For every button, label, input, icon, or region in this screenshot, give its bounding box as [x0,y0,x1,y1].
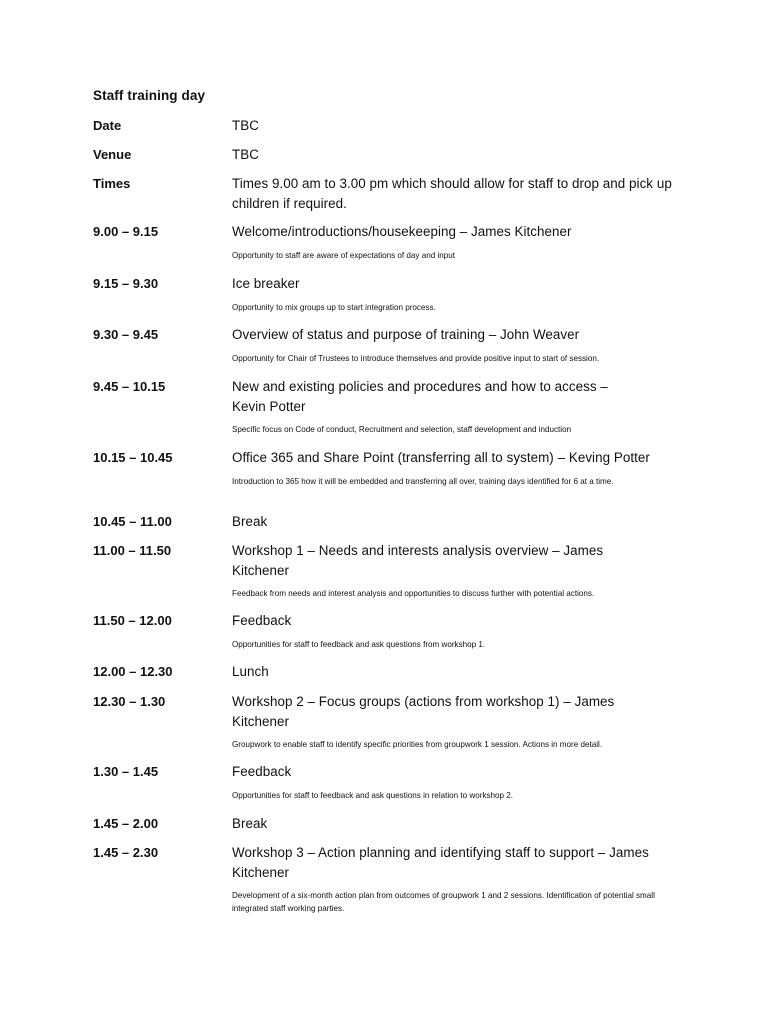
session-time: 10.15 – 10.45 [93,450,173,465]
session-note: Specific focus on Code of conduct, Recruitment and selection, staff development and induction [232,425,572,434]
session-note: Groupwork to enable staff to identify specific priorities from groupwork 1 session. Actions in more detail. [232,740,603,749]
session-time: 11.50 – 12.00 [93,613,172,628]
session-content [232,543,677,601]
session-time: 9.30 – 9.45 [93,327,159,342]
info-value: TBC [232,118,259,133]
session-note: Opportunity to mix groups up to start integration process. [232,302,436,312]
session-content [232,514,677,532]
session-time: 10.45 – 11.00 [93,514,172,529]
session-content [232,816,677,834]
session-note: Opportunities for staff to feedback and ask questions from workshop 1. [232,639,486,649]
session-title: Break [232,816,268,831]
document-title: Staff training day [93,88,206,103]
session-content [232,764,677,802]
session-content [232,845,677,915]
session-title: Lunch [232,664,269,679]
session-content [232,450,677,488]
session-content [232,276,677,314]
session-title: Feedback [232,764,292,779]
session-time: 1.45 – 2.30 [93,845,159,860]
session-title: Office 365 and Share Point (transferring all to system) – Keving Potter [232,450,650,465]
session-time: 12.00 – 12.30 [93,664,173,679]
session-note: Opportunities for staff to feedback and ask questions in relation to workshop 2. [232,790,514,800]
info-value-wrap [232,147,677,165]
info-label: Venue [93,147,132,162]
session-content [232,327,677,365]
info-value: TBC [232,147,259,162]
session-title: Feedback [232,613,292,628]
session-title: Welcome/introductions/housekeeping – James Kitchener [232,224,572,239]
session-title: Workshop 2 – Focus groups (actions from workshop 1) – James Kitchener [232,694,615,729]
session-time: 1.45 – 2.00 [93,816,159,831]
session-title: Ice breaker [232,276,300,291]
info-label: Times [93,176,131,191]
session-note: Development of a six-month action plan from outcomes of groupwork 1 and 2 sessions. Identification of potential small integrated staff working parties. [232,891,655,913]
info-value-wrap [232,118,677,136]
info-value: Times 9.00 am to 3.00 pm which should allow for staff to drop and pick up children if required. [232,176,672,211]
session-time: 1.30 – 1.45 [93,764,159,779]
session-note: Opportunity to staff are aware of expectations of day and input [232,250,456,260]
session-title: Overview of status and purpose of training – John Weaver [232,327,580,342]
session-content [232,664,677,682]
session-note: Opportunity for Chair of Trustees to introduce themselves and provide positive input to start of session. [232,353,600,363]
session-content [232,694,677,752]
session-time: 11.00 – 11.50 [93,543,172,558]
session-title: Break [232,514,268,529]
session-time: 12.30 – 1.30 [93,694,166,709]
session-time: 9.45 – 10.15 [93,379,166,394]
session-title: New and existing policies and procedures and how to access – Kevin Potter [232,379,608,414]
info-value-wrap [232,176,677,213]
info-label: Date [93,118,122,133]
session-time: 9.15 – 9.30 [93,276,159,291]
session-content [232,224,677,262]
session-note: Introduction to 365 how it will be embedded and transferring all over, training days identified for 6 at a time. [232,476,614,486]
session-content [232,613,677,651]
session-note: Feedback from needs and interest analysis and opportunities to discuss further with potential actions. [232,589,595,598]
session-title: Workshop 3 – Action planning and identifying staff to support – James Kitchener [232,845,649,880]
session-time: 9.00 – 9.15 [93,224,159,239]
session-title: Workshop 1 – Needs and interests analysis overview – James Kitchener [232,543,604,578]
session-content [232,379,677,437]
